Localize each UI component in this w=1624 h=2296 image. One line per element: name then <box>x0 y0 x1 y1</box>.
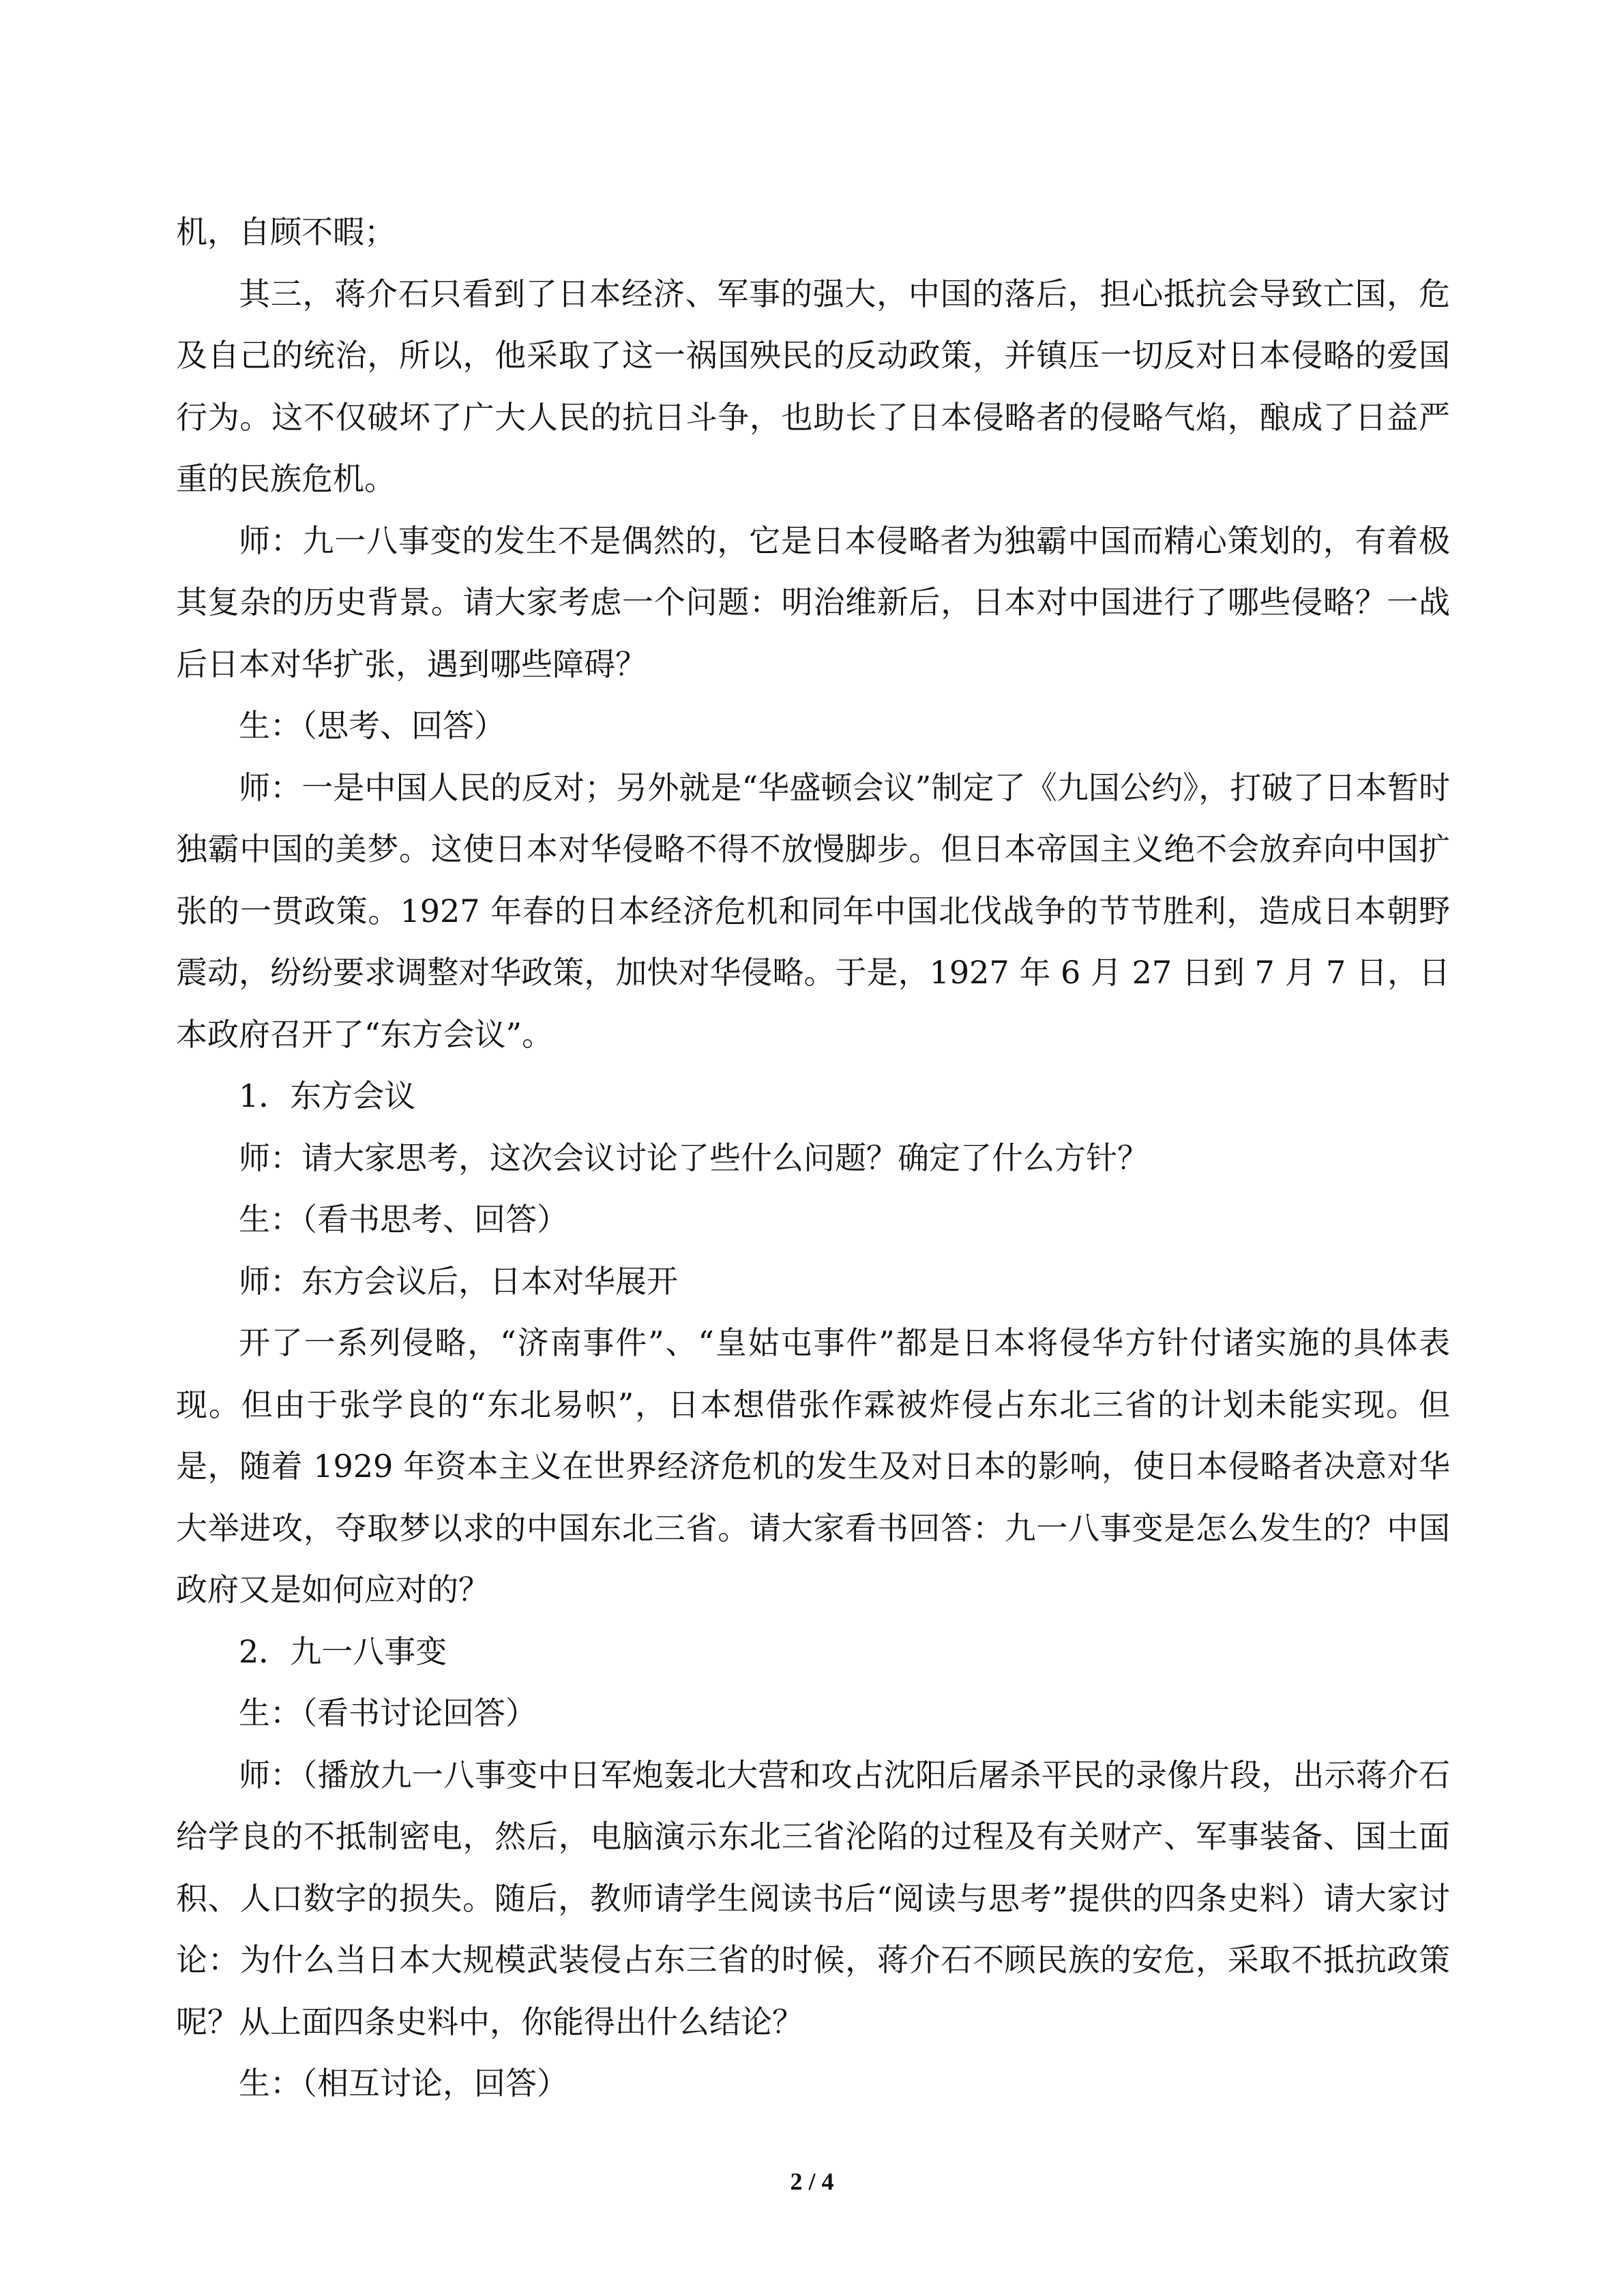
paragraph-1: 机，自顾不暇； <box>176 213 396 250</box>
paragraph-8: 生：（看书思考、回答） <box>239 1201 568 1238</box>
paragraph-4: 生：（思考、回答） <box>239 707 505 744</box>
paragraph-10: 开了一系列侵略，“济南事件”、“皇姑屯事件”都是日本将侵华方针付诸实施的具体表现。但由于张学良的“东北易帜”，日本想借张作霖被炸侵占东北三省的计划未能实现。但是，随着 1929 年资本主义在世界经济危机的发生及对日本的影响，使日本侵略者决意对华大举进攻，夺取梦以求的中国东北三省。请大家看书回答：九一八事变是怎么发生的？中国政府又是如何应对的？ <box>176 1324 1450 1608</box>
section-heading-1: 1．东方会议 <box>239 1077 416 1114</box>
page-number: 2 / 4 <box>790 2168 834 2195</box>
paragraph-5: 师：一是中国人民的反对；另外就是“华盛顿会议”制定了《九国公约》，打破了日本暂时独霸中国的美梦。这使日本对华侵略不得不放慢脚步。但日本帝国主义绝不会放弃向中国扩张的一贯政策。1927 年春的日本经济危机和同年中国北伐战争的节节胜利，造成日本朝野震动，纷纷要求调整对华政策，加快对华侵略。于是，1927 年 6 月 27 日到 7 月 7 日，日本政府召开了“东方会议”。 <box>176 769 1450 1053</box>
paragraph-2: 其三，蒋介石只看到了日本经济、军事的强大，中国的落后，担心抵抗会导致亡国，危及自己的统治，所以，他采取了这一祸国殃民的反动政策，并镇压一切反对日本侵略的爱国行为。这不仅破坏了广大人民的抗日斗争，也助长了日本侵略者的侵略气焰，酿成了日益严重的民族危机。 <box>176 275 1450 497</box>
paragraph-3: 师：九一八事变的发生不是偶然的，它是日本侵略者为独霸中国而精心策划的，有着极其复杂的历史背景。请大家考虑一个问题：明治维新后，日本对中国进行了哪些侵略？一战后日本对华扩张，遇到哪些障碍？ <box>176 522 1450 683</box>
paragraph-7: 师：请大家思考，这次会议讨论了些什么问题？确定了什么方针？ <box>239 1139 1149 1176</box>
paragraph-14: 生：（相互讨论，回答） <box>239 2065 568 2102</box>
paragraph-13: 师：（播放九一八事变中日军炮轰北大营和攻占沈阳后屠杀平民的录像片段，出示蒋介石给学良的不抵制密电，然后，电脑演示东北三省沦陷的过程及有关财产、军事装备、国土面积、人口数字的损失。随后，教师请学生阅读书后“阅读与思考”提供的四条史料）请大家讨论：为什么当日本大规模武装侵占东三省的时候，蒋介石不顾民族的安危，采取不抵抗政策呢？从上面四条史料中，你能得出什么结论？ <box>176 1756 1450 2040</box>
section-heading-2: 2．九一八事变 <box>239 1632 447 1670</box>
paragraph-12: 生：（看书讨论回答） <box>239 1695 537 1731</box>
paragraph-9: 师：东方会议后，日本对华展开 <box>239 1262 678 1300</box>
document-body <box>176 201 1450 2115</box>
